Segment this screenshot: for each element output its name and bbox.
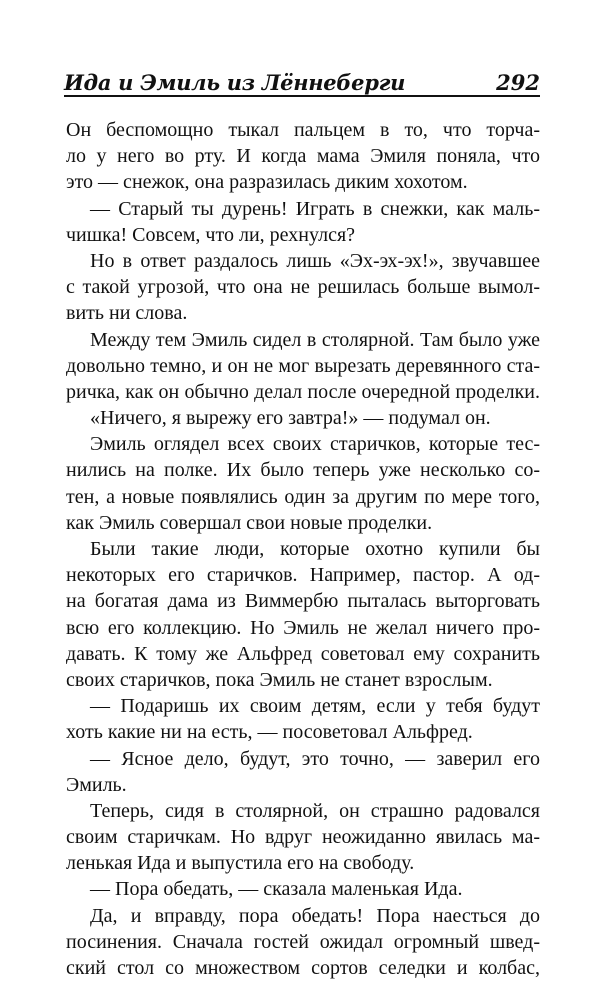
text-line: ричка, как он обычно делал после очередной проделки. <box>66 380 540 403</box>
header-rule <box>64 95 540 97</box>
text-line: давать. К тому же Альфред советовал ему сохранить <box>66 642 540 665</box>
text-line: Теперь, сидя в столярной, он страшно радовался <box>90 799 540 822</box>
text-line: своих старичков, пока Эмиль не станет взрослым. <box>66 668 493 691</box>
text-line: Но в ответ раздалось лишь «Эх-эх-эх!», звучавшее <box>90 249 540 272</box>
text-line: Эмиль. <box>66 773 127 796</box>
page-number: 292 <box>496 70 540 95</box>
text-line: ский стол со множеством сортов селедки и колбас, <box>66 957 540 979</box>
text-line: Эмиль оглядел всех своих старичков, которые тес- <box>90 433 540 456</box>
text-line: вить ни слова. <box>66 302 188 325</box>
text-line: — Ясное дело, будут, это точно, — заверил его <box>90 747 540 770</box>
text-line: — Пора обедать, — сказала маленькая Ида. <box>90 878 463 901</box>
text-line: — Старый ты дурень! Играть в снежки, как маль- <box>90 197 540 220</box>
text-line: Он беспомощно тыкал пальцем в то, что торча- <box>66 119 540 141</box>
text-line: на богатая дама из Виммербю пыталась выторговать <box>66 590 540 613</box>
text-line: с такой угрозой, что она не решилась больше вымол- <box>66 276 540 299</box>
text-line: Да, и вправду, пора обедать! Пора наесться до <box>90 904 540 927</box>
text-line: своим старичкам. Но вдруг неожиданно явилась ма- <box>66 826 540 849</box>
text-line: некоторых его старичков. Например, пастор. А од- <box>66 564 540 587</box>
text-line: тен, а новые появлялись один за другим по мере того, <box>66 485 540 508</box>
book-title: Ида и Эмиль из Лённеберги <box>64 70 406 95</box>
text-line: Были такие люди, которые охотно купили бы <box>90 538 540 560</box>
text-line: чишка! Совсем, что ли, рехнулся? <box>66 223 356 246</box>
text-line: как Эмиль совершал свои новые проделки. <box>66 511 433 534</box>
text-line: хоть какие ни на есть, — посоветовал Альфред. <box>66 721 473 744</box>
text-line: Между тем Эмиль сидел в столярной. Там было уже <box>90 328 540 351</box>
text-line: довольно темно, и он не мог вырезать деревянного ста- <box>66 354 540 377</box>
text-line: всю его коллекцию. Но Эмиль не желал ничего про- <box>66 616 540 639</box>
text-line: это — снежок, она разразилась диким хохотом. <box>66 171 468 194</box>
body-text <box>66 117 540 981</box>
text-line: ло у него во рту. И когда мама Эмиля поняла, что <box>66 145 540 168</box>
text-line: — Подаришь их своим детям, если у тебя будут <box>90 695 540 718</box>
text-line: посинения. Сначала гостей ожидал огромный швед- <box>66 930 540 953</box>
text-line: ленькая Ида и выпустила его на свободу. <box>66 852 415 875</box>
text-line: нились на полке. Их было теперь уже несколько со- <box>66 459 540 482</box>
text-line: «Ничего, я вырежу его завтра!» — подумал он. <box>90 407 491 430</box>
running-header <box>64 64 540 98</box>
